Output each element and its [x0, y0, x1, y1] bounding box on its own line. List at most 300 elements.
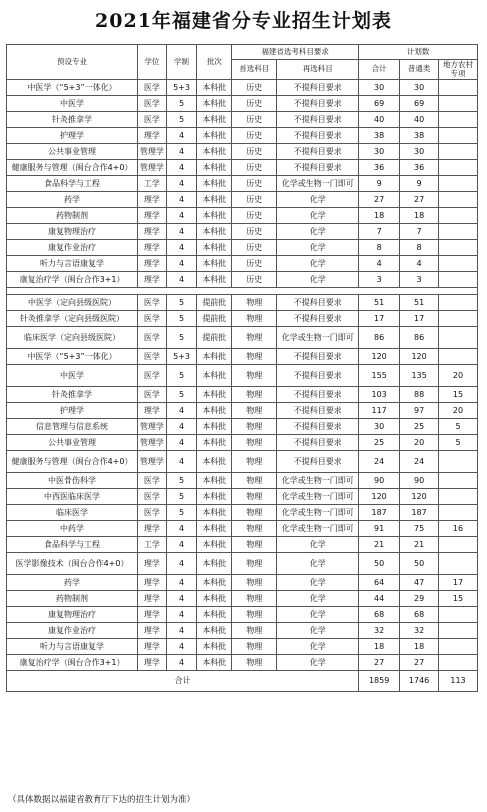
cell-years: 5 [166, 505, 197, 521]
cell-major: 中医学 [7, 365, 138, 387]
cell-degree: 工学 [138, 537, 167, 553]
table-row [7, 435, 478, 451]
cell-years: 4 [166, 639, 197, 655]
cell-batch: 本科批 [197, 240, 232, 256]
cell-major: 临床医学 [7, 505, 138, 521]
cell-batch: 本科批 [197, 160, 232, 176]
cell-years: 5 [166, 365, 197, 387]
cell-total: 30 [359, 144, 400, 160]
cell-general: 9 [400, 176, 439, 192]
header-total: 合计 [359, 60, 400, 80]
table-row [7, 272, 478, 288]
cell-second: 不提科目要求 [277, 403, 359, 419]
cell-total: 117 [359, 403, 400, 419]
cell-major: 中医学 [7, 96, 138, 112]
cell-years: 4 [166, 623, 197, 639]
cell-major: 中药学 [7, 521, 138, 537]
cell-total: 18 [359, 208, 400, 224]
cell-batch: 本科批 [197, 176, 232, 192]
table-row [7, 128, 478, 144]
cell-rural [439, 639, 478, 655]
cell-first: 历史 [232, 208, 277, 224]
cell-first: 物理 [232, 537, 277, 553]
cell-total: 120 [359, 349, 400, 365]
cell-batch: 本科批 [197, 639, 232, 655]
cell-years: 5 [166, 473, 197, 489]
cell-first: 历史 [232, 176, 277, 192]
cell-years: 5 [166, 489, 197, 505]
cell-major: 医学影像技术（闽台合作4+0） [7, 553, 138, 575]
cell-rural [439, 537, 478, 553]
cell-second: 不提科目要求 [277, 311, 359, 327]
table-row [7, 327, 478, 349]
table-row [7, 176, 478, 192]
cell-second: 化学 [277, 240, 359, 256]
table-row [7, 553, 478, 575]
cell-general: 30 [400, 80, 439, 96]
cell-degree: 理学 [138, 224, 167, 240]
cell-years: 4 [166, 607, 197, 623]
cell-first: 历史 [232, 128, 277, 144]
totals-total: 1859 [359, 671, 400, 692]
cell-second: 化学 [277, 208, 359, 224]
header-major: 预设专业 [7, 45, 138, 80]
cell-years: 4 [166, 419, 197, 435]
cell-batch: 本科批 [197, 553, 232, 575]
cell-total: 30 [359, 80, 400, 96]
cell-total: 21 [359, 537, 400, 553]
cell-first: 历史 [232, 80, 277, 96]
cell-first: 物理 [232, 639, 277, 655]
table-row [7, 311, 478, 327]
cell-major: 护理学 [7, 128, 138, 144]
cell-major: 中医学（定向县级医院） [7, 295, 138, 311]
cell-second: 化学 [277, 655, 359, 671]
cell-years: 4 [166, 537, 197, 553]
cell-rural [439, 96, 478, 112]
cell-years: 4 [166, 521, 197, 537]
cell-years: 4 [166, 208, 197, 224]
cell-major: 公共事业管理 [7, 435, 138, 451]
cell-major: 中西医临床医学 [7, 489, 138, 505]
cell-degree: 医学 [138, 96, 167, 112]
cell-second: 不提科目要求 [277, 419, 359, 435]
cell-second: 不提科目要求 [277, 96, 359, 112]
cell-major: 康复物理治疗 [7, 224, 138, 240]
cell-general: 38 [400, 128, 439, 144]
table-row [7, 160, 478, 176]
cell-general: 7 [400, 224, 439, 240]
cell-second: 化学或生物一门即可 [277, 327, 359, 349]
cell-degree: 理学 [138, 256, 167, 272]
cell-degree: 医学 [138, 387, 167, 403]
cell-general: 51 [400, 295, 439, 311]
cell-degree: 管理学 [138, 451, 167, 473]
cell-total: 4 [359, 256, 400, 272]
cell-rural [439, 208, 478, 224]
table-row [7, 521, 478, 537]
cell-total: 120 [359, 489, 400, 505]
cell-rural [439, 176, 478, 192]
cell-general: 20 [400, 435, 439, 451]
cell-batch: 本科批 [197, 208, 232, 224]
cell-second: 化学 [277, 575, 359, 591]
cell-first: 历史 [232, 160, 277, 176]
cell-years: 4 [166, 403, 197, 419]
cell-rural: 15 [439, 591, 478, 607]
cell-total: 68 [359, 607, 400, 623]
table-row [7, 224, 478, 240]
cell-first: 物理 [232, 419, 277, 435]
cell-years: 5 [166, 96, 197, 112]
cell-first: 物理 [232, 505, 277, 521]
cell-years: 4 [166, 272, 197, 288]
cell-degree: 医学 [138, 505, 167, 521]
cell-general: 3 [400, 272, 439, 288]
cell-total: 3 [359, 272, 400, 288]
cell-major: 康复治疗学（闽台合作3+1） [7, 655, 138, 671]
cell-degree: 医学 [138, 327, 167, 349]
cell-degree: 管理学 [138, 435, 167, 451]
cell-second: 不提科目要求 [277, 387, 359, 403]
cell-rural [439, 311, 478, 327]
cell-general: 32 [400, 623, 439, 639]
cell-total: 40 [359, 112, 400, 128]
cell-rural [439, 473, 478, 489]
table-row [7, 473, 478, 489]
cell-years: 5+3 [166, 80, 197, 96]
header-years: 学制 [166, 45, 197, 80]
cell-rural [439, 160, 478, 176]
cell-major: 针灸推拿学 [7, 387, 138, 403]
cell-second: 不提科目要求 [277, 349, 359, 365]
cell-major: 食品科学与工程 [7, 176, 138, 192]
cell-first: 物理 [232, 473, 277, 489]
cell-batch: 本科批 [197, 655, 232, 671]
cell-years: 4 [166, 435, 197, 451]
cell-degree: 理学 [138, 403, 167, 419]
cell-first: 物理 [232, 553, 277, 575]
cell-general: 120 [400, 489, 439, 505]
cell-total: 155 [359, 365, 400, 387]
cell-first: 物理 [232, 387, 277, 403]
cell-years: 4 [166, 128, 197, 144]
cell-rural [439, 451, 478, 473]
cell-batch: 本科批 [197, 591, 232, 607]
cell-general: 86 [400, 327, 439, 349]
cell-total: 51 [359, 295, 400, 311]
cell-second: 不提科目要求 [277, 112, 359, 128]
cell-rural [439, 505, 478, 521]
cell-years: 5 [166, 311, 197, 327]
cell-rural [439, 112, 478, 128]
cell-first: 物理 [232, 489, 277, 505]
cell-rural [439, 489, 478, 505]
cell-batch: 本科批 [197, 575, 232, 591]
cell-rural [439, 240, 478, 256]
cell-general: 25 [400, 419, 439, 435]
table-row [7, 451, 478, 473]
cell-degree: 理学 [138, 607, 167, 623]
cell-degree: 理学 [138, 623, 167, 639]
cell-general: 97 [400, 403, 439, 419]
cell-rural [439, 607, 478, 623]
cell-first: 物理 [232, 451, 277, 473]
cell-total: 27 [359, 655, 400, 671]
cell-first: 物理 [232, 327, 277, 349]
table-row [7, 591, 478, 607]
cell-general: 27 [400, 655, 439, 671]
cell-first: 物理 [232, 311, 277, 327]
cell-major: 康复作业治疗 [7, 623, 138, 639]
cell-major: 药学 [7, 575, 138, 591]
header-rural: 地方农村专项 [439, 60, 478, 80]
header-first-subject: 首选科目 [232, 60, 277, 80]
cell-degree: 管理学 [138, 419, 167, 435]
cell-general: 36 [400, 160, 439, 176]
enrollment-plan-table [6, 44, 478, 692]
table-row [7, 256, 478, 272]
cell-first: 历史 [232, 272, 277, 288]
cell-general: 135 [400, 365, 439, 387]
cell-first: 物理 [232, 403, 277, 419]
cell-first: 历史 [232, 240, 277, 256]
cell-total: 8 [359, 240, 400, 256]
cell-total: 91 [359, 521, 400, 537]
cell-rural [439, 192, 478, 208]
cell-major: 信息管理与信息系统 [7, 419, 138, 435]
cell-batch: 本科批 [197, 419, 232, 435]
table-row [7, 639, 478, 655]
cell-rural: 15 [439, 387, 478, 403]
cell-degree: 管理学 [138, 144, 167, 160]
cell-second: 化学 [277, 553, 359, 575]
cell-general: 88 [400, 387, 439, 403]
section-divider [7, 288, 478, 295]
cell-second: 不提科目要求 [277, 128, 359, 144]
cell-batch: 本科批 [197, 387, 232, 403]
table-row [7, 489, 478, 505]
cell-second: 化学 [277, 256, 359, 272]
cell-second: 化学 [277, 192, 359, 208]
cell-second: 不提科目要求 [277, 80, 359, 96]
cell-second: 化学 [277, 224, 359, 240]
cell-general: 24 [400, 451, 439, 473]
cell-second: 化学 [277, 537, 359, 553]
cell-second: 不提科目要求 [277, 451, 359, 473]
cell-major: 护理学 [7, 403, 138, 419]
cell-years: 4 [166, 224, 197, 240]
cell-first: 历史 [232, 112, 277, 128]
cell-degree: 理学 [138, 272, 167, 288]
cell-first: 历史 [232, 256, 277, 272]
table-row [7, 505, 478, 521]
totals-general: 1746 [400, 671, 439, 692]
header-second-subject: 再选科目 [277, 60, 359, 80]
cell-batch: 本科批 [197, 505, 232, 521]
cell-batch: 本科批 [197, 521, 232, 537]
cell-second: 不提科目要求 [277, 295, 359, 311]
cell-major: 中医学（“5+3”一体化） [7, 349, 138, 365]
cell-rural [439, 144, 478, 160]
cell-general: 50 [400, 553, 439, 575]
cell-rural: 5 [439, 419, 478, 435]
cell-total: 18 [359, 639, 400, 655]
cell-major: 康复治疗学（闽台合作3+1） [7, 272, 138, 288]
cell-years: 4 [166, 144, 197, 160]
cell-second: 不提科目要求 [277, 365, 359, 387]
table-row [7, 575, 478, 591]
cell-second: 化学 [277, 591, 359, 607]
cell-total: 36 [359, 160, 400, 176]
cell-years: 4 [166, 192, 197, 208]
cell-years: 5 [166, 112, 197, 128]
page-title: 2021年福建省分专业招生计划表 [95, 10, 392, 32]
cell-batch: 本科批 [197, 473, 232, 489]
cell-total: 38 [359, 128, 400, 144]
cell-total: 25 [359, 435, 400, 451]
table-row [7, 295, 478, 311]
table-row [7, 192, 478, 208]
cell-general: 18 [400, 208, 439, 224]
cell-general: 18 [400, 639, 439, 655]
cell-second: 化学或生物一门即可 [277, 505, 359, 521]
cell-rural [439, 128, 478, 144]
cell-rural [439, 272, 478, 288]
header-general: 普通类 [400, 60, 439, 80]
cell-general: 29 [400, 591, 439, 607]
cell-degree: 理学 [138, 521, 167, 537]
cell-batch: 本科批 [197, 451, 232, 473]
cell-years: 4 [166, 160, 197, 176]
cell-major: 药学 [7, 192, 138, 208]
cell-batch: 提前批 [197, 311, 232, 327]
cell-total: 24 [359, 451, 400, 473]
cell-major: 康复物理治疗 [7, 607, 138, 623]
cell-first: 历史 [232, 192, 277, 208]
cell-years: 4 [166, 256, 197, 272]
cell-major: 药物制剂 [7, 591, 138, 607]
cell-rural [439, 224, 478, 240]
cell-degree: 理学 [138, 591, 167, 607]
cell-major: 听力与言语康复学 [7, 256, 138, 272]
header-degree: 学位 [138, 45, 167, 80]
cell-total: 30 [359, 419, 400, 435]
cell-total: 17 [359, 311, 400, 327]
table-row [7, 655, 478, 671]
cell-years: 5 [166, 295, 197, 311]
cell-major: 针灸推拿学（定向县级医院） [7, 311, 138, 327]
cell-total: 44 [359, 591, 400, 607]
cell-first: 历史 [232, 144, 277, 160]
table-row [7, 80, 478, 96]
cell-batch: 本科批 [197, 489, 232, 505]
cell-first: 物理 [232, 349, 277, 365]
cell-major: 公共事业管理 [7, 144, 138, 160]
cell-second: 不提科目要求 [277, 144, 359, 160]
header-plan-count: 计划数 [359, 45, 478, 60]
cell-major: 临床医学（定向县级医院） [7, 327, 138, 349]
cell-years: 4 [166, 176, 197, 192]
cell-degree: 理学 [138, 655, 167, 671]
cell-rural [439, 349, 478, 365]
cell-total: 50 [359, 553, 400, 575]
cell-major: 食品科学与工程 [7, 537, 138, 553]
cell-degree: 理学 [138, 192, 167, 208]
cell-degree: 医学 [138, 349, 167, 365]
cell-batch: 本科批 [197, 607, 232, 623]
cell-general: 21 [400, 537, 439, 553]
cell-major: 中医学（“5+3”一体化） [7, 80, 138, 96]
cell-total: 103 [359, 387, 400, 403]
cell-rural [439, 80, 478, 96]
cell-degree: 理学 [138, 128, 167, 144]
cell-batch: 本科批 [197, 192, 232, 208]
totals-rural: 113 [439, 671, 478, 692]
table-row [7, 349, 478, 365]
cell-batch: 本科批 [197, 349, 232, 365]
cell-batch: 本科批 [197, 256, 232, 272]
cell-general: 47 [400, 575, 439, 591]
cell-total: 7 [359, 224, 400, 240]
cell-years: 4 [166, 655, 197, 671]
cell-batch: 本科批 [197, 112, 232, 128]
cell-general: 40 [400, 112, 439, 128]
cell-degree: 医学 [138, 80, 167, 96]
cell-batch: 本科批 [197, 144, 232, 160]
cell-general: 120 [400, 349, 439, 365]
cell-degree: 理学 [138, 240, 167, 256]
cell-degree: 医学 [138, 112, 167, 128]
table-row [7, 144, 478, 160]
cell-rural [439, 553, 478, 575]
cell-second: 化学或生物一门即可 [277, 473, 359, 489]
cell-batch: 提前批 [197, 295, 232, 311]
table-row [7, 623, 478, 639]
table-row [7, 403, 478, 419]
cell-first: 物理 [232, 607, 277, 623]
cell-general: 8 [400, 240, 439, 256]
cell-second: 化学或生物一门即可 [277, 176, 359, 192]
cell-years: 5 [166, 327, 197, 349]
footnote: （具体数据以福建省教育厅下达的招生计划为准） [8, 795, 196, 805]
table-row [7, 112, 478, 128]
totals-label: 合计 [7, 671, 359, 692]
cell-years: 4 [166, 240, 197, 256]
cell-degree: 医学 [138, 473, 167, 489]
cell-second: 不提科目要求 [277, 435, 359, 451]
cell-rural [439, 623, 478, 639]
cell-general: 30 [400, 144, 439, 160]
cell-batch: 本科批 [197, 403, 232, 419]
cell-total: 187 [359, 505, 400, 521]
cell-rural [439, 655, 478, 671]
cell-years: 4 [166, 553, 197, 575]
cell-batch: 本科批 [197, 80, 232, 96]
cell-second: 化学 [277, 272, 359, 288]
cell-first: 物理 [232, 623, 277, 639]
table-row [7, 208, 478, 224]
cell-degree: 医学 [138, 295, 167, 311]
cell-general: 27 [400, 192, 439, 208]
cell-years: 5+3 [166, 349, 197, 365]
cell-rural [439, 295, 478, 311]
cell-degree: 医学 [138, 311, 167, 327]
cell-batch: 本科批 [197, 96, 232, 112]
table-row [7, 607, 478, 623]
cell-total: 32 [359, 623, 400, 639]
cell-first: 物理 [232, 435, 277, 451]
